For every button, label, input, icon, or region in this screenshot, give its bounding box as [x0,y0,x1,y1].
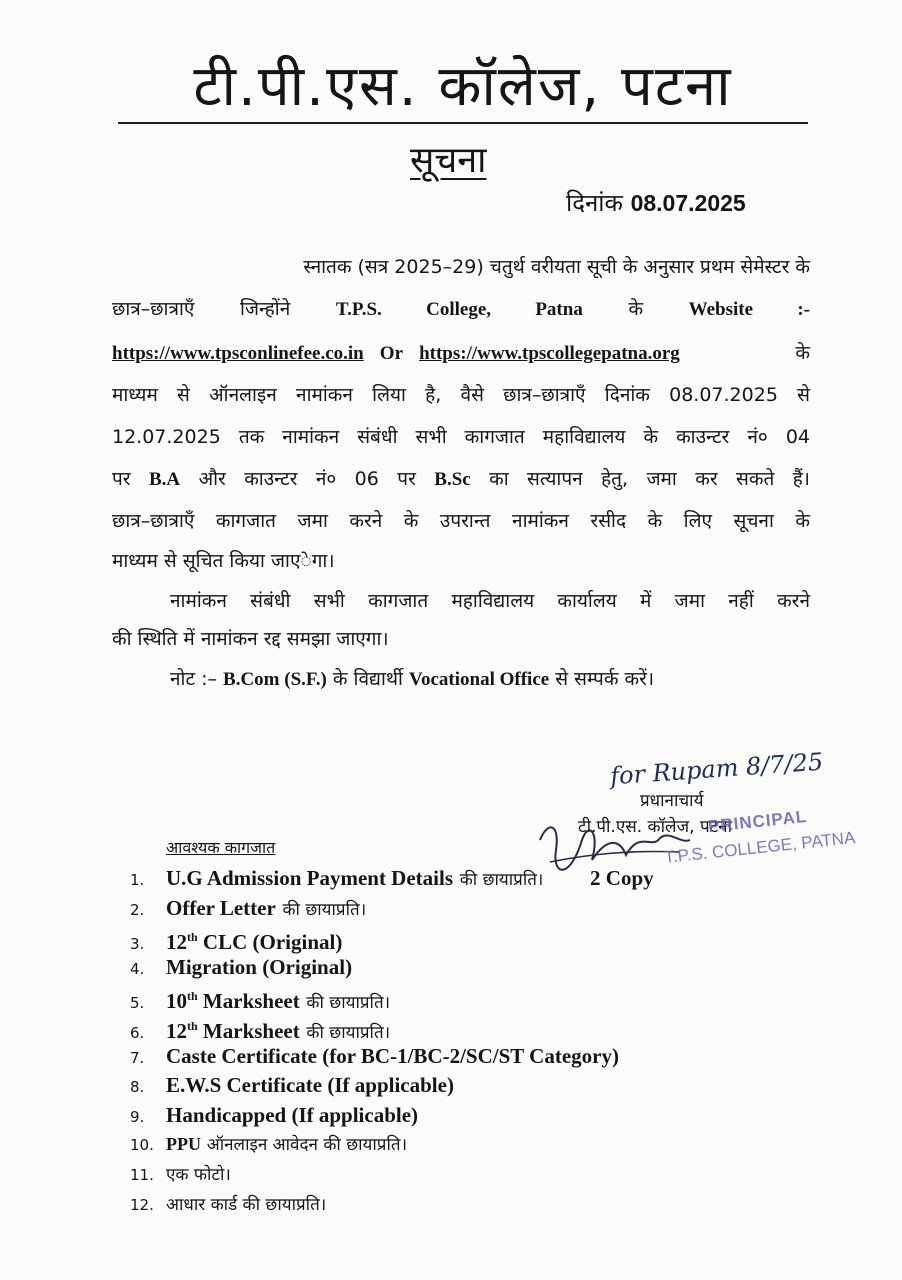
signature-designation: प्रधानाचार्य [640,791,704,811]
list-item: 8. E.W.S Certificate (If applicable) [130,1073,454,1098]
college-title: टी.पी.एस. कॉलेज, पटना [193,54,733,119]
para1-line5: 12.07.2025 तक नामांकन संबंधी सभी कागजात महाविद्यालय के काउन्टर नं० 04 [112,426,810,448]
para1-line8: माध्यम से सूचित किया जाएेगा। [112,550,335,572]
date-label: दिनांक [566,189,623,217]
signature-office: टी.पी.एस. कॉलेज, पटना [578,817,733,837]
date-value: 08.07.2025 [630,190,746,216]
para1-line3: https://www.tpsconlinefee.co.in Or https://www.tpscollegepatna.org के [112,342,810,364]
fee-portal-link[interactable]: https://www.tpsconlinefee.co.in [112,343,364,364]
list-item: 7. Caste Certificate (for BC-1/BC-2/SC/ST Category) [130,1043,619,1068]
note-line: नोट :– B.Com (S.F.) के विद्यार्थी Vocational Office से सम्पर्क करें। [170,668,655,690]
note-office: Vocational Office [409,669,550,690]
list-item: 9. Handicapped (If applicable) [130,1102,419,1127]
title-divider [118,122,808,124]
list-item: 3. 12th CLC (Original) [130,930,343,955]
documents-heading: आवश्यक कागजात [166,838,276,857]
notice-heading: सूचना [410,140,487,181]
website-label: Website :- [688,299,810,320]
notice-date [566,186,746,219]
note-course: B.Com (S.F.) [223,669,327,690]
para1-line2: छात्र–छात्राएँ जिन्होंने T.P.S. College, Patna के Website :- [112,298,810,320]
list-item: 1. U.G Admission Payment Details की छायाप्रति। 2 Copy [130,866,654,890]
para1-line6: पर B.A और काउन्टर नं० 06 पर B.Sc का सत्यापन हेतु, जमा कर सकते हैं। [112,468,810,490]
list-item: 2. Offer Letter की छायाप्रति। [130,895,367,920]
list-item: 12. आधार कार्ड की छायाप्रति। [130,1194,327,1215]
para2-line1: नामांकन संबंधी सभी कागजात महाविद्यालय कार्यालय में जमा नहीं करने [170,590,810,612]
copy-count: 2 Copy [590,866,654,890]
list-item: 10. PPU ऑनलाइन आवेदन की छायाप्रति। [130,1134,408,1156]
list-item: 6. 12th Marksheet की छायाप्रति। [130,1018,391,1043]
para1-line4: माध्यम से ऑनलाइन नामांकन लिया है, वैसे छात्र–छात्राएँ दिनांक 08.07.2025 से [112,384,810,406]
list-item: 4. Migration (Original) [130,954,353,979]
note-prefix: नोट :– [170,668,217,690]
para2-line2: की स्थिति में नामांकन रद्द समझा जाएगा। [112,628,389,650]
stamp-principal: PRINCIPAL [707,806,809,837]
list-item: 5. 10th Marksheet की छायाप्रति। [130,989,391,1014]
para1-line1: स्नातक (सत्र 2025–29) चतुर्थ वरीयता सूची के अनुसार प्रथम सेमेस्टर के [303,256,810,278]
documents-list [130,864,830,1219]
college-name-en: T.P.S. College, Patna [335,299,583,320]
list-item: 11. एक फोटो। [130,1164,231,1185]
para1-line7: छात्र–छात्राएँ कागजात जमा करने के उपरान्त नामांकन रसीद के लिए सूचना के [112,510,810,532]
college-website-link[interactable]: https://www.tpscollegepatna.org [419,343,680,364]
handwritten-signature: for Rupam 8/7/25 [609,747,824,791]
stamp-college: T.P.S. COLLEGE, PATNA [663,828,857,867]
